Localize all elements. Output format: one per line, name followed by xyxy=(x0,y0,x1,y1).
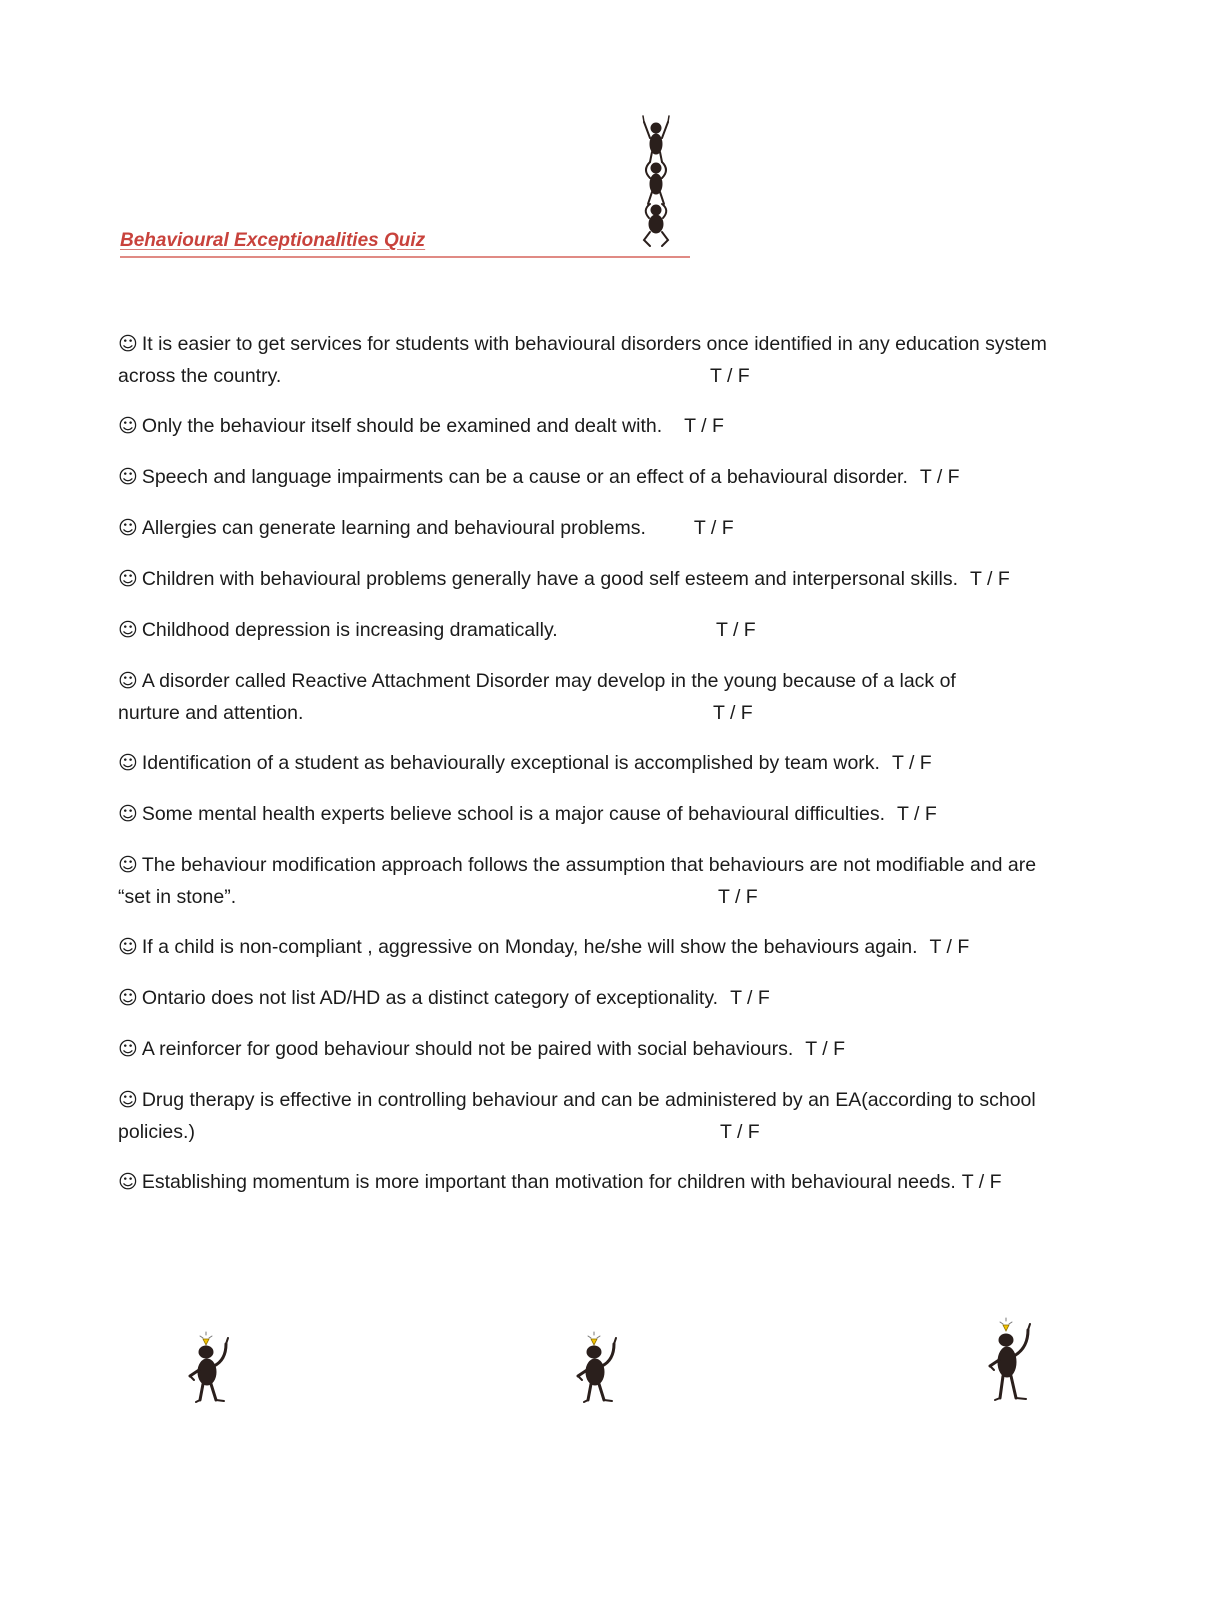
true-false-choice[interactable]: T / F xyxy=(897,803,937,825)
true-false-choice[interactable]: T / F xyxy=(891,752,932,774)
smiley-icon: ☺ xyxy=(118,517,138,539)
quiz-title: Behavioural Exceptionalities Quiz xyxy=(120,230,426,251)
true-false-choice[interactable]: T / F xyxy=(716,619,756,641)
true-false-choice[interactable]: T / F xyxy=(718,886,758,908)
true-false-choice[interactable]: T / F xyxy=(713,702,753,724)
thinking-person-icon xyxy=(986,1316,1042,1409)
question-text: If a child is non-compliant , aggressive on Monday, he/she will show the behaviours again. xyxy=(141,936,918,958)
true-false-choice[interactable]: T / F xyxy=(970,568,1010,590)
question-10 xyxy=(118,849,1068,913)
smiley-icon: ☺ xyxy=(118,854,138,876)
question-text: Children with behavioural problems generally have a good self esteem and interpersonal skills. xyxy=(141,568,959,590)
question-6 xyxy=(118,614,1078,646)
smiley-icon: ☺ xyxy=(118,415,138,437)
question-text: Childhood depression is increasing dramatically. xyxy=(141,619,558,641)
title-underline xyxy=(120,256,690,258)
question-7 xyxy=(118,665,1018,729)
question-15 xyxy=(118,1166,1078,1198)
true-false-choice[interactable]: T / F xyxy=(730,987,770,1009)
question-text: A disorder called Reactive Attachment Disorder may develop in the young because of a lack of nurture and attention. xyxy=(118,670,956,724)
smiley-icon: ☺ xyxy=(118,619,138,641)
question-text: Drug therapy is effective in controlling behaviour and can be administered by an EA(according to school policies.) xyxy=(118,1089,1036,1143)
question-1 xyxy=(118,328,1078,392)
smiley-icon: ☺ xyxy=(118,803,138,825)
header xyxy=(120,112,690,262)
question-3 xyxy=(118,461,1078,493)
true-false-choice[interactable]: T / F xyxy=(684,415,724,437)
question-4 xyxy=(118,512,1078,544)
smiley-icon: ☺ xyxy=(118,1171,138,1193)
true-false-choice[interactable]: T / F xyxy=(805,1038,846,1060)
question-text: A reinforcer for good behaviour should not be paired with social behaviours. xyxy=(141,1038,794,1060)
true-false-choice[interactable]: T / F xyxy=(720,1121,760,1143)
smiley-icon: ☺ xyxy=(118,1038,138,1060)
true-false-choice[interactable]: T / F xyxy=(693,517,734,539)
true-false-choice[interactable]: T / F xyxy=(710,365,750,387)
question-text: Only the behaviour itself should be examined and dealt with. xyxy=(141,415,663,437)
thinking-person-icon xyxy=(186,1330,242,1409)
question-14 xyxy=(118,1084,1038,1148)
true-false-choice[interactable]: T / F xyxy=(929,936,970,958)
smiley-icon: ☺ xyxy=(118,466,138,488)
question-text: Some mental health experts believe school is a major cause of behavioural difficulties. xyxy=(141,803,886,825)
question-2 xyxy=(118,410,1078,442)
true-false-choice[interactable]: T / F xyxy=(919,466,960,488)
smiley-icon: ☺ xyxy=(118,752,138,774)
question-text: Establishing momentum is more important than motivation for children with behavioural needs. xyxy=(141,1171,956,1193)
smiley-icon: ☺ xyxy=(118,1089,138,1111)
true-false-choice[interactable]: T / F xyxy=(961,1171,1002,1193)
question-text: Speech and language impairments can be a cause or an effect of a behavioural disorder. xyxy=(141,466,908,488)
thinking-person-icon xyxy=(574,1330,630,1409)
question-text: Identification of a student as behaviourally exceptional is accomplished by team work. xyxy=(141,752,880,774)
question-8 xyxy=(118,747,1078,779)
question-text: Allergies can generate learning and behavioural problems. xyxy=(141,517,646,539)
question-13 xyxy=(118,1033,1078,1065)
question-text: It is easier to get services for students with behavioural disorders once identified in any education system across the country. xyxy=(118,333,1047,387)
smiley-icon: ☺ xyxy=(118,568,138,590)
question-11 xyxy=(118,931,1078,963)
question-12 xyxy=(118,982,1078,1014)
stacked-people-icon xyxy=(638,112,674,255)
smiley-icon: ☺ xyxy=(118,670,138,692)
question-5 xyxy=(118,563,1058,595)
smiley-icon: ☺ xyxy=(118,333,138,355)
question-text: Ontario does not list AD/HD as a distinct category of exceptionality. xyxy=(141,987,719,1009)
question-9 xyxy=(118,798,1078,830)
smiley-icon: ☺ xyxy=(118,936,138,958)
smiley-icon: ☺ xyxy=(118,987,138,1009)
question-text: The behaviour modification approach follows the assumption that behaviours are not modifiable and are “set in stone”. xyxy=(118,854,1037,908)
